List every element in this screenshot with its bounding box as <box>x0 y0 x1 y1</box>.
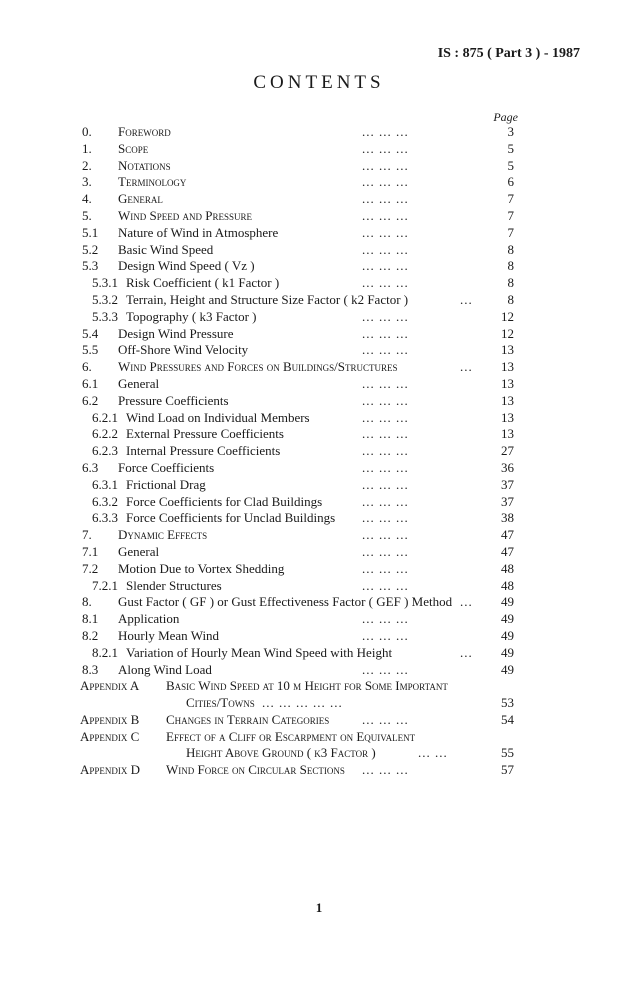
leader-dots: ... ... ... <box>362 157 409 173</box>
leader-dots: ... ... ... <box>362 325 409 341</box>
entry-number: 5.3.1 <box>92 275 118 291</box>
leader-dots: ... ... ... <box>362 476 409 492</box>
entry-number: 5.5 <box>82 342 99 358</box>
entry-number: 6.1 <box>82 375 99 391</box>
appendix-title: Effect of a Cliff or Escarpment on Equivalent <box>166 728 416 744</box>
entry-title: Foreword <box>118 124 171 139</box>
entry-title: External Pressure Coefficients <box>126 426 284 442</box>
page-number: 13 <box>501 426 514 442</box>
entry-number: 4. <box>82 191 92 207</box>
entry-number: 6.3.1 <box>92 476 118 492</box>
entry-number: 3. <box>82 174 92 190</box>
entry-number: 5.1 <box>82 224 99 240</box>
page-number: 7 <box>507 207 514 223</box>
entry-title: Force Coefficients <box>118 459 215 475</box>
leader-dots: ... ... ... <box>362 762 409 778</box>
entry-number: 0. <box>82 124 92 139</box>
toc-entry <box>0 292 638 309</box>
leader-dots: ... ... ... <box>362 459 409 475</box>
entry-number: 6.2 <box>82 392 99 408</box>
appendix-label: Appendix A <box>80 678 140 694</box>
page-number: 47 <box>501 543 514 559</box>
leader-dots: ... ... ... <box>362 124 409 139</box>
page-number: 54 <box>501 711 514 727</box>
entry-title: General <box>118 543 160 559</box>
footer-page-number: 1 <box>315 900 323 915</box>
page-number: 53 <box>501 695 514 711</box>
standard-id: IS : 875 ( Part 3 ) - 1987 <box>437 46 580 61</box>
appendix-label: Appendix B <box>80 711 140 727</box>
leader-dots: ... ... ... <box>362 275 409 291</box>
entry-number: 7.1 <box>82 543 99 559</box>
entry-number: 6.3 <box>82 459 99 475</box>
entry-title: Hourly Mean Wind <box>118 627 220 643</box>
page-number: 6 <box>507 174 514 190</box>
page-number: 13 <box>501 359 514 375</box>
toc-entry <box>0 225 638 242</box>
toc-entry <box>0 527 638 544</box>
page-number: 5 <box>507 140 514 156</box>
entry-number: 6.2.3 <box>92 443 118 459</box>
leader-dots: ... ... ... <box>362 527 409 543</box>
toc-entry <box>0 443 638 460</box>
entry-title: Slender Structures <box>126 577 222 593</box>
table-of-contents <box>0 124 638 779</box>
entry-number: 8.1 <box>82 611 99 627</box>
entry-title: Force Coefficients for Clad Buildings <box>126 493 323 509</box>
leader-dots: ... ... ... <box>362 510 409 526</box>
appendix-label: Appendix D <box>80 762 141 778</box>
toc-entry <box>0 309 638 326</box>
page-number: 13 <box>501 375 514 391</box>
entry-title: Terminology <box>118 174 187 190</box>
entry-number: 6.3.2 <box>92 493 118 509</box>
toc-entry <box>0 208 638 225</box>
leader-dots: ... <box>460 644 473 660</box>
toc-entry <box>0 275 638 292</box>
leader-dots: ... ... ... ... ... <box>262 695 343 711</box>
entry-number: 1. <box>82 140 92 156</box>
page-number: 55 <box>501 745 514 761</box>
entry-title: Scope <box>118 140 149 156</box>
leader-dots: ... ... ... <box>362 543 409 559</box>
entry-title: Wind Load on Individual Members <box>126 409 310 425</box>
entry-number: 7. <box>82 527 92 543</box>
entry-number: 6.3.3 <box>92 510 118 526</box>
entry-number: 5.3.3 <box>92 308 118 324</box>
entry-title: Force Coefficients for Unclad Buildings <box>126 510 336 526</box>
toc-entry <box>0 124 638 141</box>
entry-number: 6. <box>82 359 92 375</box>
leader-dots: ... ... ... <box>362 224 409 240</box>
appendix-entry <box>0 678 638 712</box>
toc-entry <box>0 258 638 275</box>
page-number: 49 <box>501 644 514 660</box>
appendix-title: Wind Force on Circular Sections <box>166 762 345 778</box>
entry-title: Notations <box>118 157 171 173</box>
leader-dots: ... ... ... <box>362 493 409 509</box>
page-number: 48 <box>501 577 514 593</box>
entry-title: Variation of Hourly Mean Wind Speed with Height <box>126 644 393 660</box>
leader-dots: ... ... ... <box>362 140 409 156</box>
toc-entry <box>0 242 638 259</box>
entry-number: 7.2 <box>82 560 99 576</box>
entry-title: Terrain, Height and Structure Size Factor ( k2 Factor ) <box>126 291 409 307</box>
leader-dots: ... ... ... <box>362 577 409 593</box>
page-number: 12 <box>501 308 514 324</box>
page-column-label: Page <box>493 110 518 124</box>
page-number: 7 <box>507 224 514 240</box>
entry-number: 8.2.1 <box>92 644 118 660</box>
toc-entry <box>0 544 638 561</box>
entry-number: 5. <box>82 207 92 223</box>
entry-number: 6.2.2 <box>92 426 118 442</box>
entry-number: 7.2.1 <box>92 577 118 593</box>
page-number: 57 <box>501 762 514 778</box>
entry-number: 5.2 <box>82 241 99 257</box>
page-number: 47 <box>501 527 514 543</box>
page-number: 27 <box>501 443 514 459</box>
page-number: 49 <box>501 627 514 643</box>
entry-number: 6.2.1 <box>92 409 118 425</box>
toc-entry <box>0 393 638 410</box>
appendix-label: Appendix C <box>80 728 140 744</box>
leader-dots: ... ... <box>418 745 448 761</box>
toc-entry <box>0 191 638 208</box>
page-number: 37 <box>501 493 514 509</box>
page-number: 7 <box>507 191 514 207</box>
leader-dots: ... ... ... <box>362 308 409 324</box>
page-number: 8 <box>507 275 514 291</box>
leader-dots: ... <box>460 359 473 375</box>
entry-title: Design Wind Speed ( Vz ) <box>118 258 255 274</box>
toc-entry <box>0 645 638 662</box>
entry-title: Gust Factor ( GF ) or Gust Effectiveness Factor ( GEF ) Method <box>118 594 453 610</box>
leader-dots: ... ... ... <box>362 258 409 274</box>
leader-dots: ... ... ... <box>362 409 409 425</box>
page-number: 13 <box>501 342 514 358</box>
toc-entry <box>0 662 638 679</box>
entry-title: Nature of Wind in Atmosphere <box>118 224 279 240</box>
leader-dots: ... ... ... <box>362 342 409 358</box>
entry-title: Risk Coefficient ( k1 Factor ) <box>126 275 280 291</box>
appendix-entry <box>0 762 638 779</box>
entry-title: Pressure Coefficients <box>118 392 229 408</box>
toc-entry <box>0 561 638 578</box>
leader-dots: ... ... ... <box>362 426 409 442</box>
appendix-title-line2: Height Above Ground ( k3 Factor ) <box>186 745 376 761</box>
entry-title: Internal Pressure Coefficients <box>126 443 281 459</box>
entry-number: 5.3.2 <box>92 291 118 307</box>
page-number: 13 <box>501 409 514 425</box>
appendix-entry <box>0 729 638 763</box>
page-number: 5 <box>507 157 514 173</box>
entry-title: Off-Shore Wind Velocity <box>118 342 249 358</box>
toc-entry <box>0 594 638 611</box>
entry-title: Wind Pressures and Forces on Buildings/Structures <box>118 359 398 375</box>
leader-dots: ... <box>460 594 473 610</box>
entry-number: 5.4 <box>82 325 99 341</box>
page-number: 37 <box>501 476 514 492</box>
entry-title: Wind Speed and Pressure <box>118 207 252 223</box>
toc-entry <box>0 174 638 191</box>
page-number: 3 <box>507 124 514 139</box>
entry-number: 5.3 <box>82 258 99 274</box>
leader-dots: ... ... ... <box>362 443 409 459</box>
entry-title: Motion Due to Vortex Shedding <box>118 560 285 576</box>
page-number: 8 <box>507 291 514 307</box>
appendix-title: Basic Wind Speed at 10 m Height for Some Important <box>166 678 448 694</box>
toc-entry <box>0 376 638 393</box>
page-number: 12 <box>501 325 514 341</box>
leader-dots: ... ... ... <box>362 392 409 408</box>
page-number: 8 <box>507 241 514 257</box>
page-number: 49 <box>501 594 514 610</box>
appendix-title-line2: Cities/Towns <box>186 695 255 711</box>
page-number: 38 <box>501 510 514 526</box>
leader-dots: ... ... ... <box>362 661 409 677</box>
leader-dots: ... ... ... <box>362 711 409 727</box>
toc-entry <box>0 359 638 376</box>
page-number: 8 <box>507 258 514 274</box>
entry-title: General <box>118 191 163 207</box>
leader-dots: ... ... ... <box>362 560 409 576</box>
toc-entry <box>0 460 638 477</box>
page-number: 49 <box>501 661 514 677</box>
entry-number: 2. <box>82 157 92 173</box>
toc-entry <box>0 326 638 343</box>
toc-entry <box>0 141 638 158</box>
leader-dots: ... ... ... <box>362 207 409 223</box>
entry-title: Dynamic Effects <box>118 527 208 543</box>
appendix-entry <box>0 712 638 729</box>
entry-title: Basic Wind Speed <box>118 241 214 257</box>
toc-entry <box>0 477 638 494</box>
leader-dots: ... ... ... <box>362 174 409 190</box>
entry-number: 8.3 <box>82 661 99 677</box>
toc-entry <box>0 342 638 359</box>
page-number: 13 <box>501 392 514 408</box>
page-number: 49 <box>501 611 514 627</box>
leader-dots: ... ... ... <box>362 375 409 391</box>
appendix-title: Changes in Terrain Categories <box>166 711 330 727</box>
entry-title: Along Wind Load <box>118 661 212 677</box>
toc-entry <box>0 578 638 595</box>
toc-entry <box>0 158 638 175</box>
leader-dots: ... ... ... <box>362 191 409 207</box>
page-number: 48 <box>501 560 514 576</box>
leader-dots: ... ... ... <box>362 611 409 627</box>
entry-title: Frictional Drag <box>126 476 206 492</box>
leader-dots: ... ... ... <box>362 627 409 643</box>
page-title: CONTENTS <box>253 72 385 93</box>
leader-dots: ... ... ... <box>362 241 409 257</box>
entry-title: General <box>118 375 160 391</box>
page-number: 36 <box>501 459 514 475</box>
entry-number: 8. <box>82 594 92 610</box>
leader-dots: ... <box>460 291 473 307</box>
entry-title: Design Wind Pressure <box>118 325 234 341</box>
toc-entry <box>0 611 638 628</box>
toc-entry <box>0 410 638 427</box>
entry-title: Topography ( k3 Factor ) <box>126 308 257 324</box>
toc-entry <box>0 510 638 527</box>
toc-entry <box>0 628 638 645</box>
entry-title: Application <box>118 611 180 627</box>
toc-entry <box>0 426 638 443</box>
entry-number: 8.2 <box>82 627 99 643</box>
toc-entry <box>0 494 638 511</box>
